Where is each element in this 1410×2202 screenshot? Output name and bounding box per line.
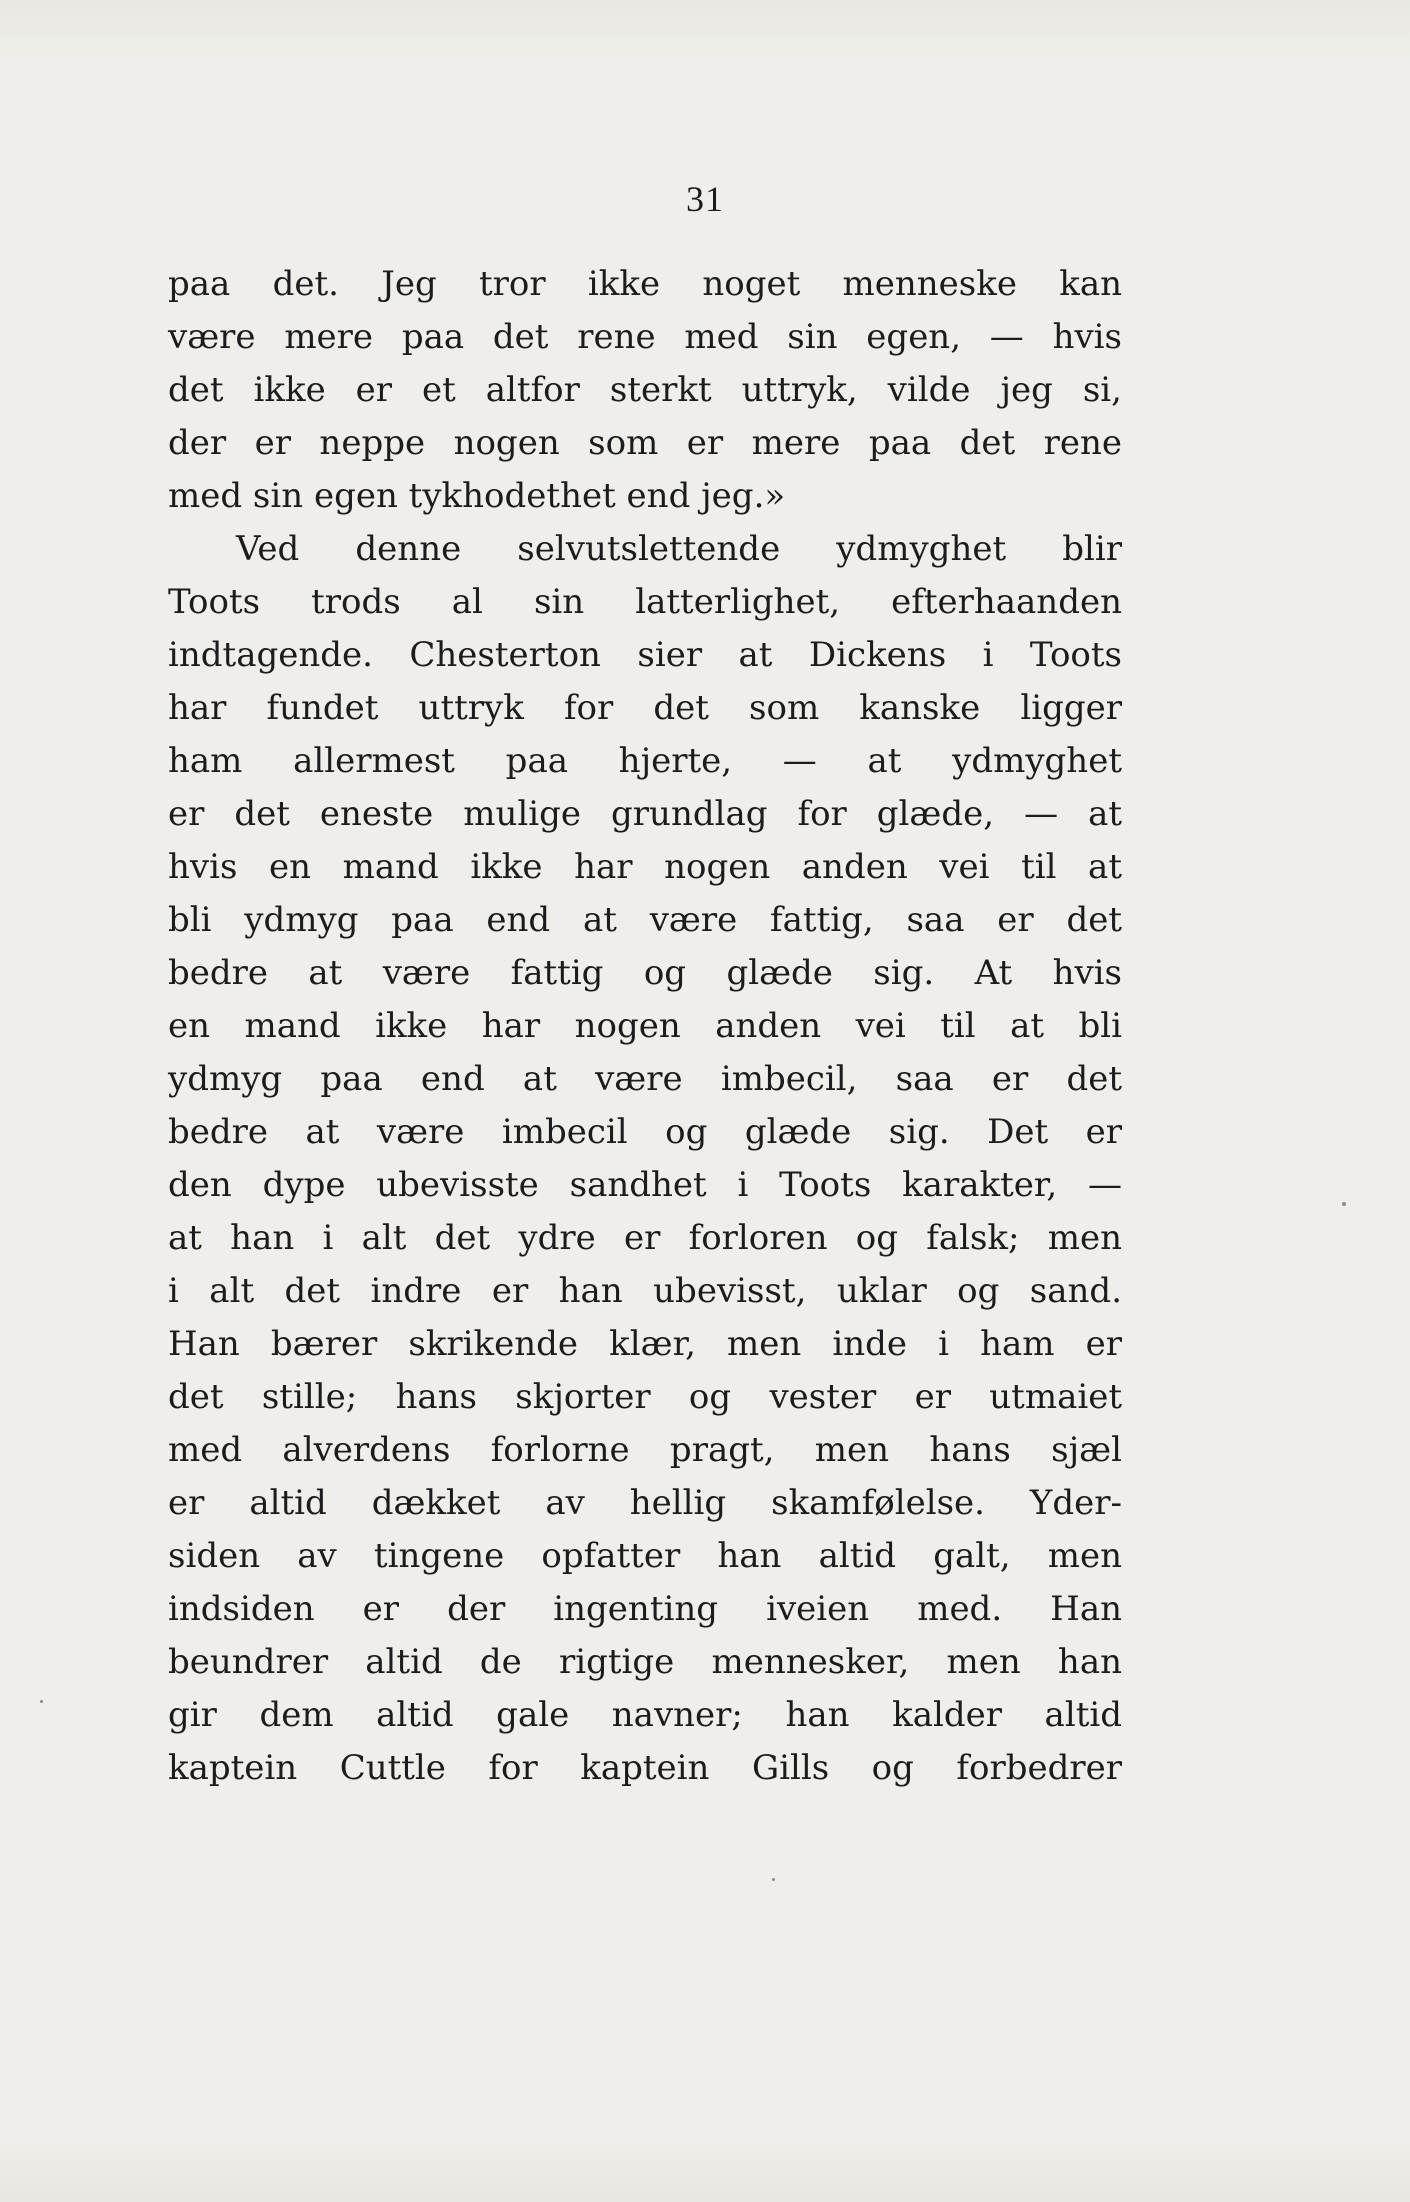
text-line: der er neppe nogen som er mere paa det rene	[168, 423, 1122, 463]
paper-speck	[772, 1878, 775, 1881]
text-line: ydmyg paa end at være imbecil, saa er det	[168, 1059, 1122, 1099]
text-line: ham allermest paa hjerte, — at ydmyghet	[168, 741, 1122, 781]
text-line: har fundet uttryk for det som kanske ligger	[168, 688, 1122, 728]
text-line: at han i alt det ydre er forloren og falsk; men	[168, 1218, 1122, 1258]
text-line: en mand ikke har nogen anden vei til at bli	[168, 1006, 1122, 1046]
text-line: gir dem altid gale navner; han kalder altid	[168, 1695, 1122, 1735]
text-line: paa det. Jeg tror ikke noget menneske kan	[168, 264, 1122, 304]
body-text	[168, 258, 1122, 1795]
paper-speck	[1342, 1202, 1346, 1206]
text-line: Ved denne selvutslettende ydmyghet blir	[236, 529, 1122, 569]
text-line: bedre at være imbecil og glæde sig. Det er	[168, 1112, 1122, 1152]
text-line: det stille; hans skjorter og vester er utmaiet	[168, 1377, 1122, 1417]
text-line: siden av tingene opfatter han altid galt, men	[168, 1536, 1122, 1576]
text-line: bedre at være fattig og glæde sig. At hvis	[168, 953, 1122, 993]
paper-speck	[40, 1700, 43, 1703]
text-line: er det eneste mulige grundlag for glæde, — at	[168, 794, 1122, 834]
text-line: være mere paa det rene med sin egen, — hvis	[168, 317, 1122, 357]
text-line: er altid dækket av hellig skamfølelse. Yder-	[168, 1483, 1122, 1523]
text-line: bli ydmyg paa end at være fattig, saa er det	[168, 900, 1122, 940]
text-line: indtagende. Chesterton sier at Dickens i Toots	[168, 635, 1122, 675]
text-line: Han bærer skrikende klær, men inde i ham er	[168, 1324, 1122, 1364]
text-line: indsiden er der ingenting iveien med. Han	[168, 1589, 1122, 1629]
text-line: beundrer altid de rigtige mennesker, men han	[168, 1642, 1122, 1682]
text-line: kaptein Cuttle for kaptein Gills og forbedrer	[168, 1748, 1122, 1788]
text-line: det ikke er et altfor sterkt uttryk, vilde jeg si,	[168, 370, 1122, 410]
page-number: 31	[686, 179, 724, 219]
text-line: den dype ubevisste sandhet i Toots karakter, —	[168, 1165, 1122, 1205]
text-line: med sin egen tykhodethet end jeg.»	[168, 476, 786, 516]
text-line: Toots trods al sin latterlighet, efterhaanden	[168, 582, 1122, 622]
text-line: i alt det indre er han ubevisst, uklar og sand.	[168, 1271, 1122, 1311]
text-line: hvis en mand ikke har nogen anden vei til at	[168, 847, 1122, 887]
text-line: med alverdens forlorne pragt, men hans sjæl	[168, 1430, 1122, 1470]
